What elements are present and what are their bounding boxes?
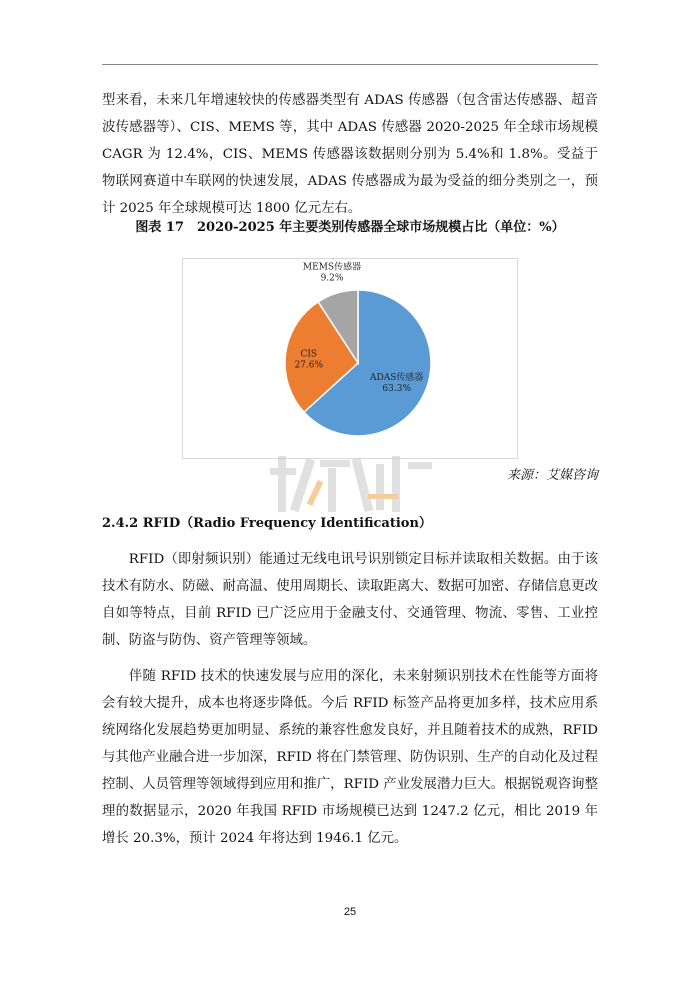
pie-chart bbox=[182, 258, 518, 459]
page-number: 25 bbox=[343, 906, 357, 918]
intro-paragraph: 型来看，未来几年增速较快的传感器类型有 ADAS 传感器（包含雷达传感器、超音波传感器等）、CIS、MEMS 等，其中 ADAS 传感器 2020-2025 年全球市场规模 CAGR 为 12.4%，CIS、MEMS 传感器该数据则分别为 5.4%和 1.8%。受益于物联网赛道中车联网的快速发展，ADAS 传感器成为最为受益的细分类别之一，预计 2025 年全球规模可达 1800 亿元左右。 bbox=[102, 93, 598, 216]
section-heading: 2.4.2 RFID（Radio Frequency Identification） bbox=[102, 516, 432, 531]
section-paragraph-2: 伴随 RFID 技术的快速发展与应用的深化，未来射频识别技术在性能等方面将会有较大提升，成本也将逐步降低。今后 RFID 标签产品将更加多样，技术应用系统网络化发展趋势更加明显、系统的兼容性愈发良好，并且随着技术的成熟，RFID 与其他产业融合进一步加深，RFID 将在门禁管理、防伪识别、生产的自动化及过程控制、人员管理等领域得到应用和推广，RFID 产业发展潜力巨大。根据锐观咨询整理的数据显示，2020 年我国 RFID 市场规模已达到 1247.2 亿元，相比 2019 年增长 20.3%，预计 2024 年将达到 1946.1 亿元。 bbox=[102, 669, 598, 846]
watermark-logo bbox=[268, 450, 438, 520]
section-paragraph-1: RFID（即射频识别）能通过无线电讯号识别锁定目标并读取相关数据。由于该技术有防水、防磁、耐高温、使用周期长、读取距离大、数据可加密、存储信息更改自如等特点，目前 RFID 已广泛应用于金融支付、交通管理、物流、零售、工业控制、防盗与防伪、资产管理等领域。 bbox=[102, 552, 598, 648]
figure-caption: 图表 17 2020-2025 年主要类别传感器全球市场规模占比（单位：%） bbox=[135, 220, 565, 235]
header-rule bbox=[102, 64, 598, 65]
pie-chart-svg bbox=[183, 259, 519, 460]
figure-source: 来源：艾媒咨询 bbox=[506, 468, 598, 483]
pie-label-1: CIS 27.6% bbox=[294, 349, 324, 371]
pie-label-0: ADAS传感器 63.3% bbox=[370, 373, 424, 395]
pie-label-2: MEMS传感器 9.2% bbox=[302, 262, 362, 284]
